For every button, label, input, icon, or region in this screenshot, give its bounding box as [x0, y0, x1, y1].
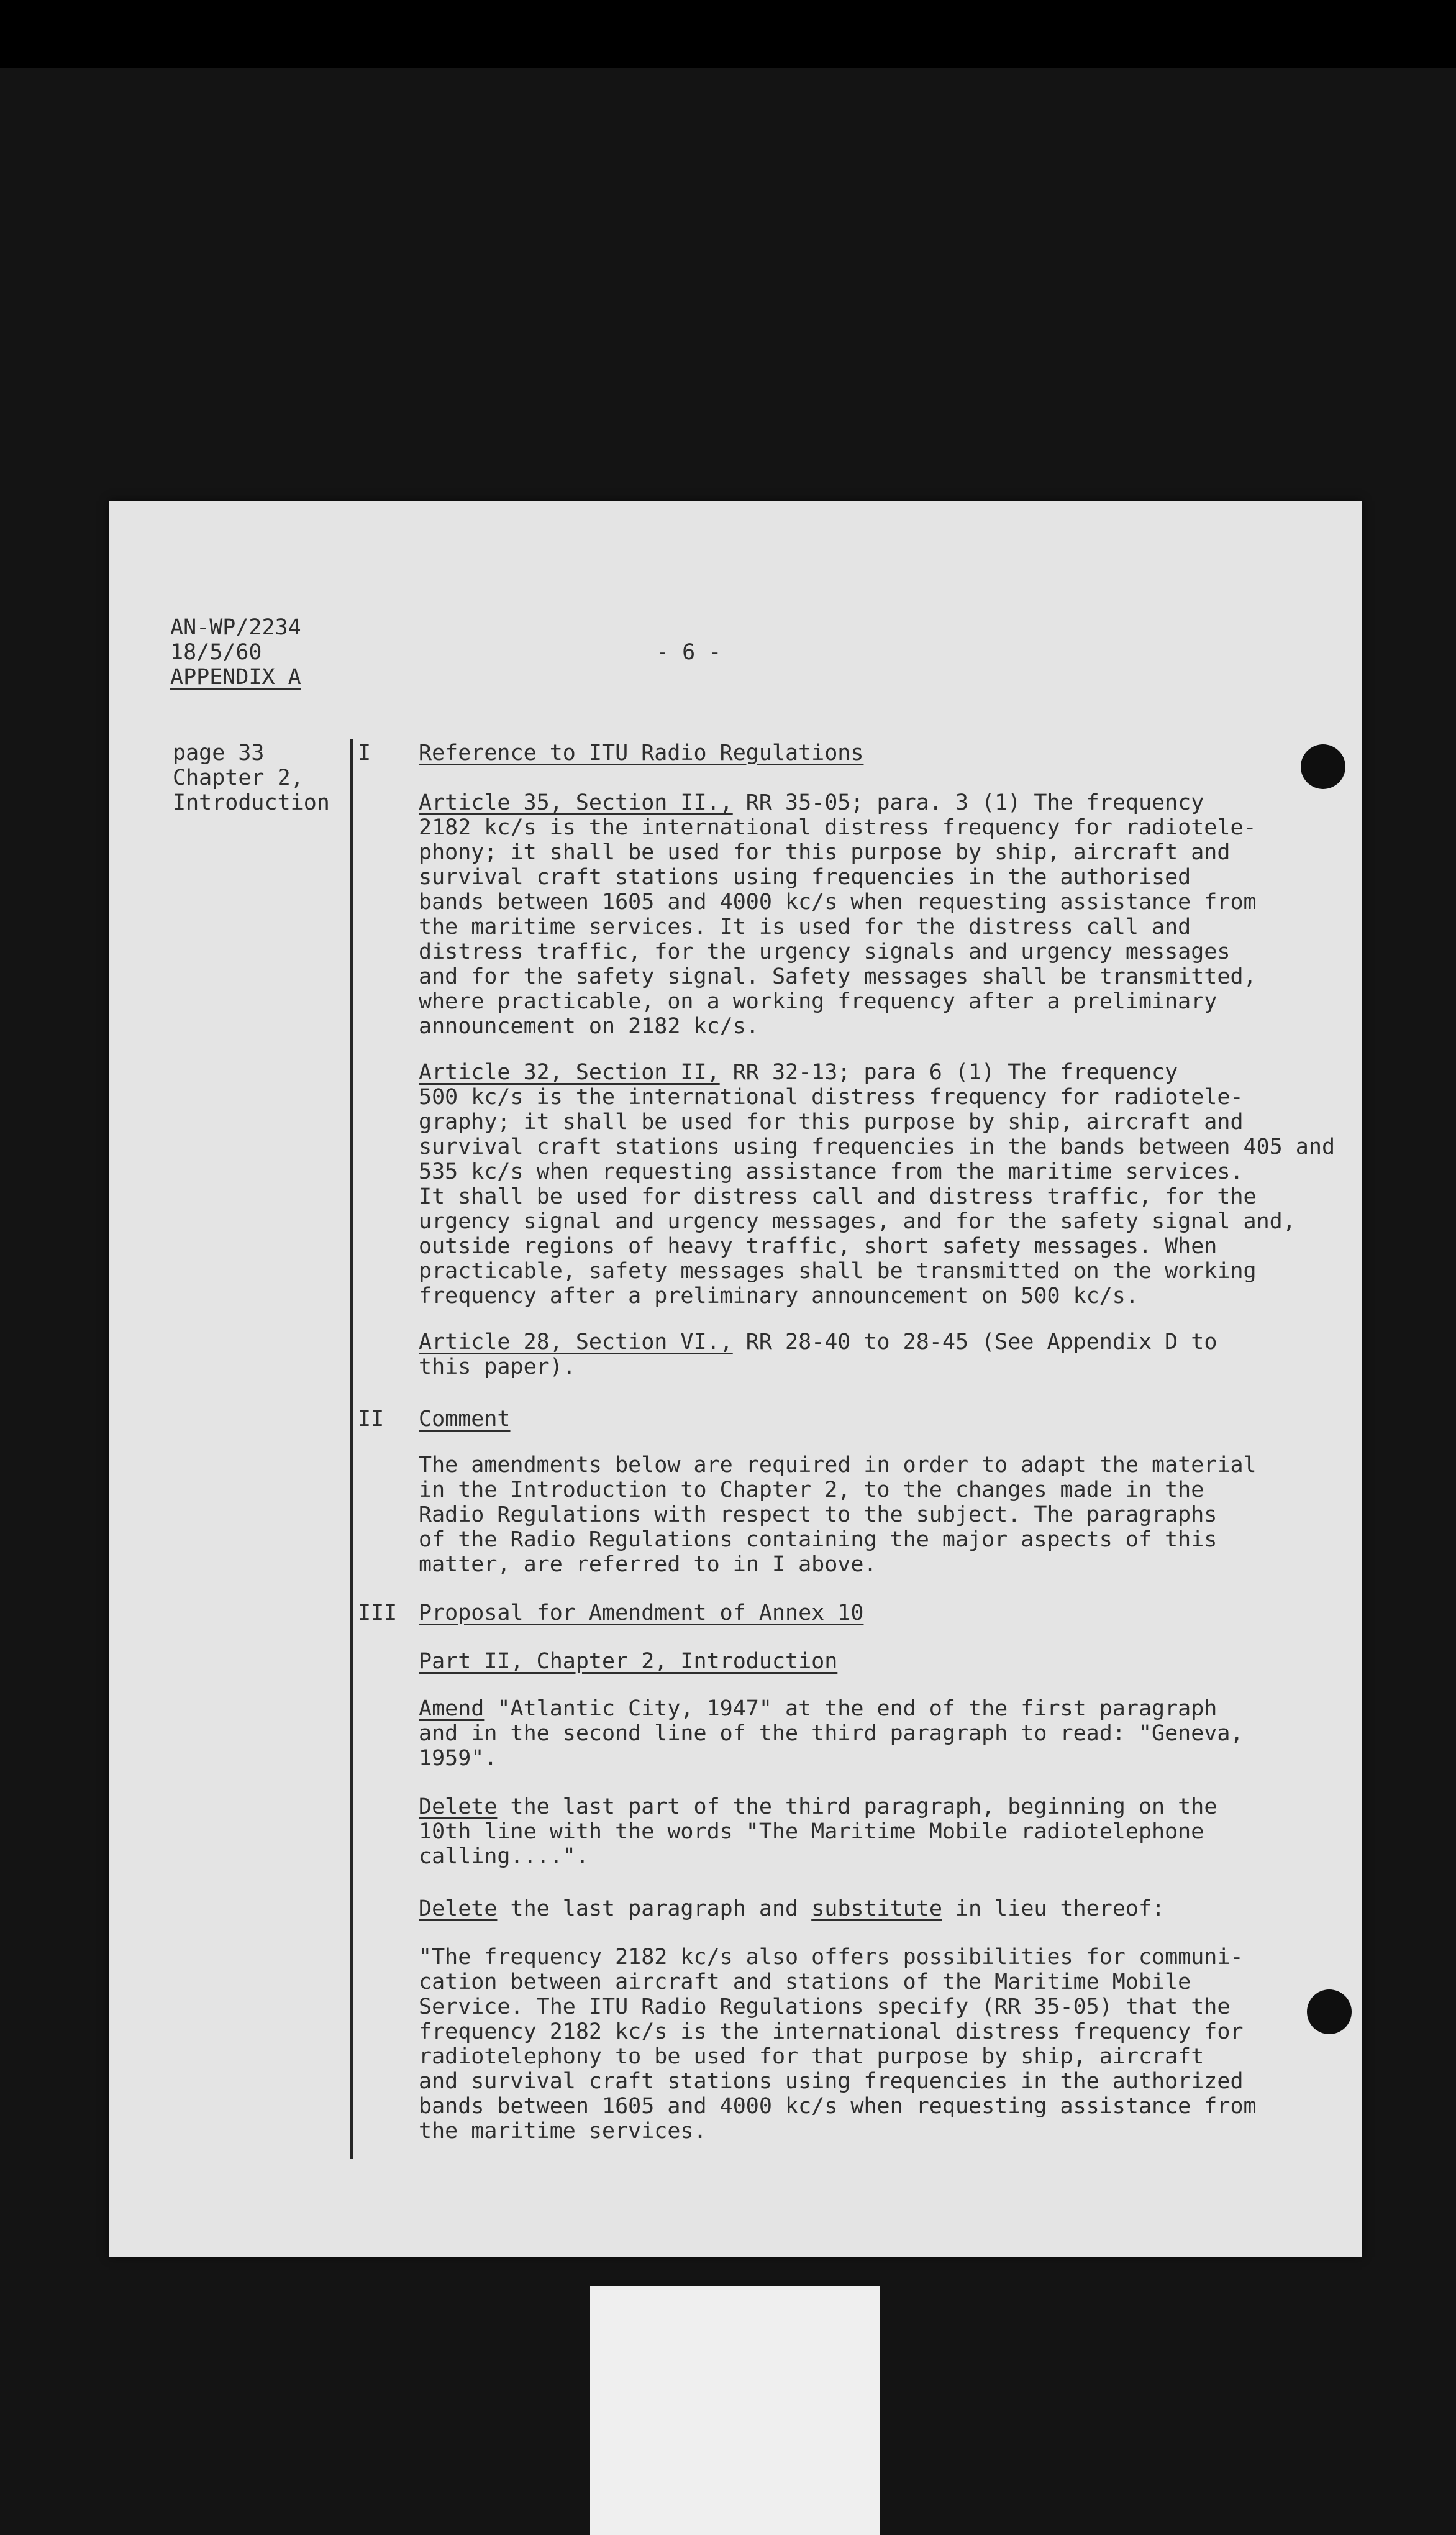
text-line: frequency after a preliminary announcement on 500 kc/s.: [419, 1284, 1139, 1309]
text-line: bands between 1605 and 4000 kc/s when requesting assistance from: [419, 890, 1257, 915]
text-line: RR 28-40 to 28-45 (See Appendix D to: [732, 1330, 1217, 1354]
margin-rule: [350, 739, 353, 2159]
text-line: of the Radio Regulations containing the major aspects of this: [419, 1527, 1217, 1552]
quote-line: frequency 2182 kc/s is the international distress frequency for: [419, 2019, 1244, 2044]
text-line: and in the second line of the third paragraph to read: "Geneva,: [419, 1721, 1244, 1746]
delete-1-line: [419, 1794, 1217, 1819]
quote-line: cation between aircraft and stations of the Maritime Mobile: [419, 1970, 1191, 1994]
text-line: 2182 kc/s is the international distress frequency for radiotele-: [419, 815, 1257, 840]
margin-note-page: page 33: [173, 741, 265, 765]
text-line: "Atlantic City, 1947" at the end of the first paragraph: [484, 1696, 1217, 1721]
text-line: graphy; it shall be used for this purpose by ship, aircraft and: [419, 1110, 1244, 1135]
text-line: survival craft stations using frequencies in the authorised: [419, 865, 1191, 890]
text-line: matter, are referred to in I above.: [419, 1552, 877, 1577]
article-32-line: [419, 1060, 1178, 1085]
section-3-numeral: III: [358, 1601, 398, 1625]
article-28-line: [419, 1330, 1217, 1354]
article-32-ref: Article 32, Section II,: [419, 1060, 720, 1085]
article-28-ref: Article 28, Section VI.,: [419, 1330, 733, 1354]
text-line: urgency signal and urgency messages, and for the safety signal and,: [419, 1209, 1296, 1234]
section-1-numeral: I: [358, 741, 371, 765]
text-line: in lieu thereof:: [942, 1896, 1165, 1921]
text-line: 1959".: [419, 1746, 498, 1771]
doc-appendix: APPENDIX A: [170, 665, 301, 690]
quote-line: and survival craft stations using frequencies in the authorized: [419, 2069, 1244, 2094]
text-line: the maritime services. It is used for the distress call and: [419, 915, 1191, 939]
text-line: survival craft stations using frequencies in the bands between 405 and: [419, 1135, 1335, 1159]
text-line: in the Introduction to Chapter 2, to the changes made in the: [419, 1478, 1204, 1502]
page-label-tab: [590, 2286, 880, 2535]
text-line: distress traffic, for the urgency signals and urgency messages: [419, 939, 1231, 964]
text-line: announcement on 2182 kc/s.: [419, 1014, 759, 1039]
margin-note-introduction: Introduction: [173, 790, 330, 815]
page-number: - 6 -: [656, 640, 722, 665]
delete-2-line: [419, 1896, 1165, 1921]
punch-hole-top: [1301, 744, 1345, 789]
section-3-heading: Proposal for Amendment of Annex 10: [419, 1601, 864, 1625]
text-line: and for the safety signal. Safety messages shall be transmitted,: [419, 964, 1257, 989]
text-line: the last part of the third paragraph, beginning on the: [497, 1794, 1217, 1819]
text-line: 10th line with the words "The Maritime Mobile radiotelephone: [419, 1819, 1204, 1844]
doc-date: 18/5/60: [170, 640, 262, 665]
delete-keyword: Delete: [419, 1794, 498, 1819]
text-line: where practicable, on a working frequency after a preliminary: [419, 989, 1217, 1014]
text-line: 535 kc/s when requesting assistance from the maritime services.: [419, 1159, 1244, 1184]
text-line: It shall be used for distress call and distress traffic, for the: [419, 1184, 1257, 1209]
section-3-subheading: Part II, Chapter 2, Introduction: [419, 1649, 838, 1674]
delete-keyword: Delete: [419, 1896, 498, 1921]
text-line: 500 kc/s is the international distress frequency for radiotele-: [419, 1085, 1244, 1110]
text-line: calling....".: [419, 1844, 589, 1869]
quote-line: Service. The ITU Radio Regulations specify (RR 35-05) that the: [419, 1994, 1231, 2019]
quote-line: radiotelephony to be used for that purpose by ship, aircraft: [419, 2044, 1204, 2069]
punch-hole-bottom: [1307, 1989, 1352, 2034]
amend-line: [419, 1696, 1217, 1721]
text-line: practicable, safety messages shall be transmitted on the working: [419, 1259, 1257, 1284]
article-35-ref: Article 35, Section II.,: [419, 790, 733, 815]
article-35-line: [419, 790, 1204, 815]
section-1-heading: Reference to ITU Radio Regulations: [419, 741, 864, 765]
text-line: outside regions of heavy traffic, short safety messages. When: [419, 1234, 1217, 1259]
margin-note-chapter: Chapter 2,: [173, 765, 304, 790]
text-line: Radio Regulations with respect to the subject. The paragraphs: [419, 1502, 1217, 1527]
quote-line: "The frequency 2182 kc/s also offers possibilities for communi-: [419, 1945, 1244, 1970]
doc-reference: AN-WP/2234: [170, 615, 301, 640]
substitute-keyword: substitute: [811, 1896, 942, 1921]
section-2-numeral: II: [358, 1407, 384, 1432]
text-line: the last paragraph and: [497, 1896, 812, 1921]
scan-top-border: [0, 0, 1456, 68]
text-line: this paper).: [419, 1354, 576, 1379]
section-2-heading: Comment: [419, 1407, 511, 1432]
text-line: RR 35-05; para. 3 (1) The frequency: [732, 790, 1204, 815]
amend-keyword: Amend: [419, 1696, 485, 1721]
quote-line: bands between 1605 and 4000 kc/s when requesting assistance from: [419, 2094, 1257, 2119]
text-line: phony; it shall be used for this purpose by ship, aircraft and: [419, 840, 1231, 865]
text-line: RR 32-13; para 6 (1) The frequency: [719, 1060, 1178, 1085]
quote-line: the maritime services.: [419, 2119, 707, 2144]
text-line: The amendments below are required in order to adapt the material: [419, 1453, 1257, 1478]
